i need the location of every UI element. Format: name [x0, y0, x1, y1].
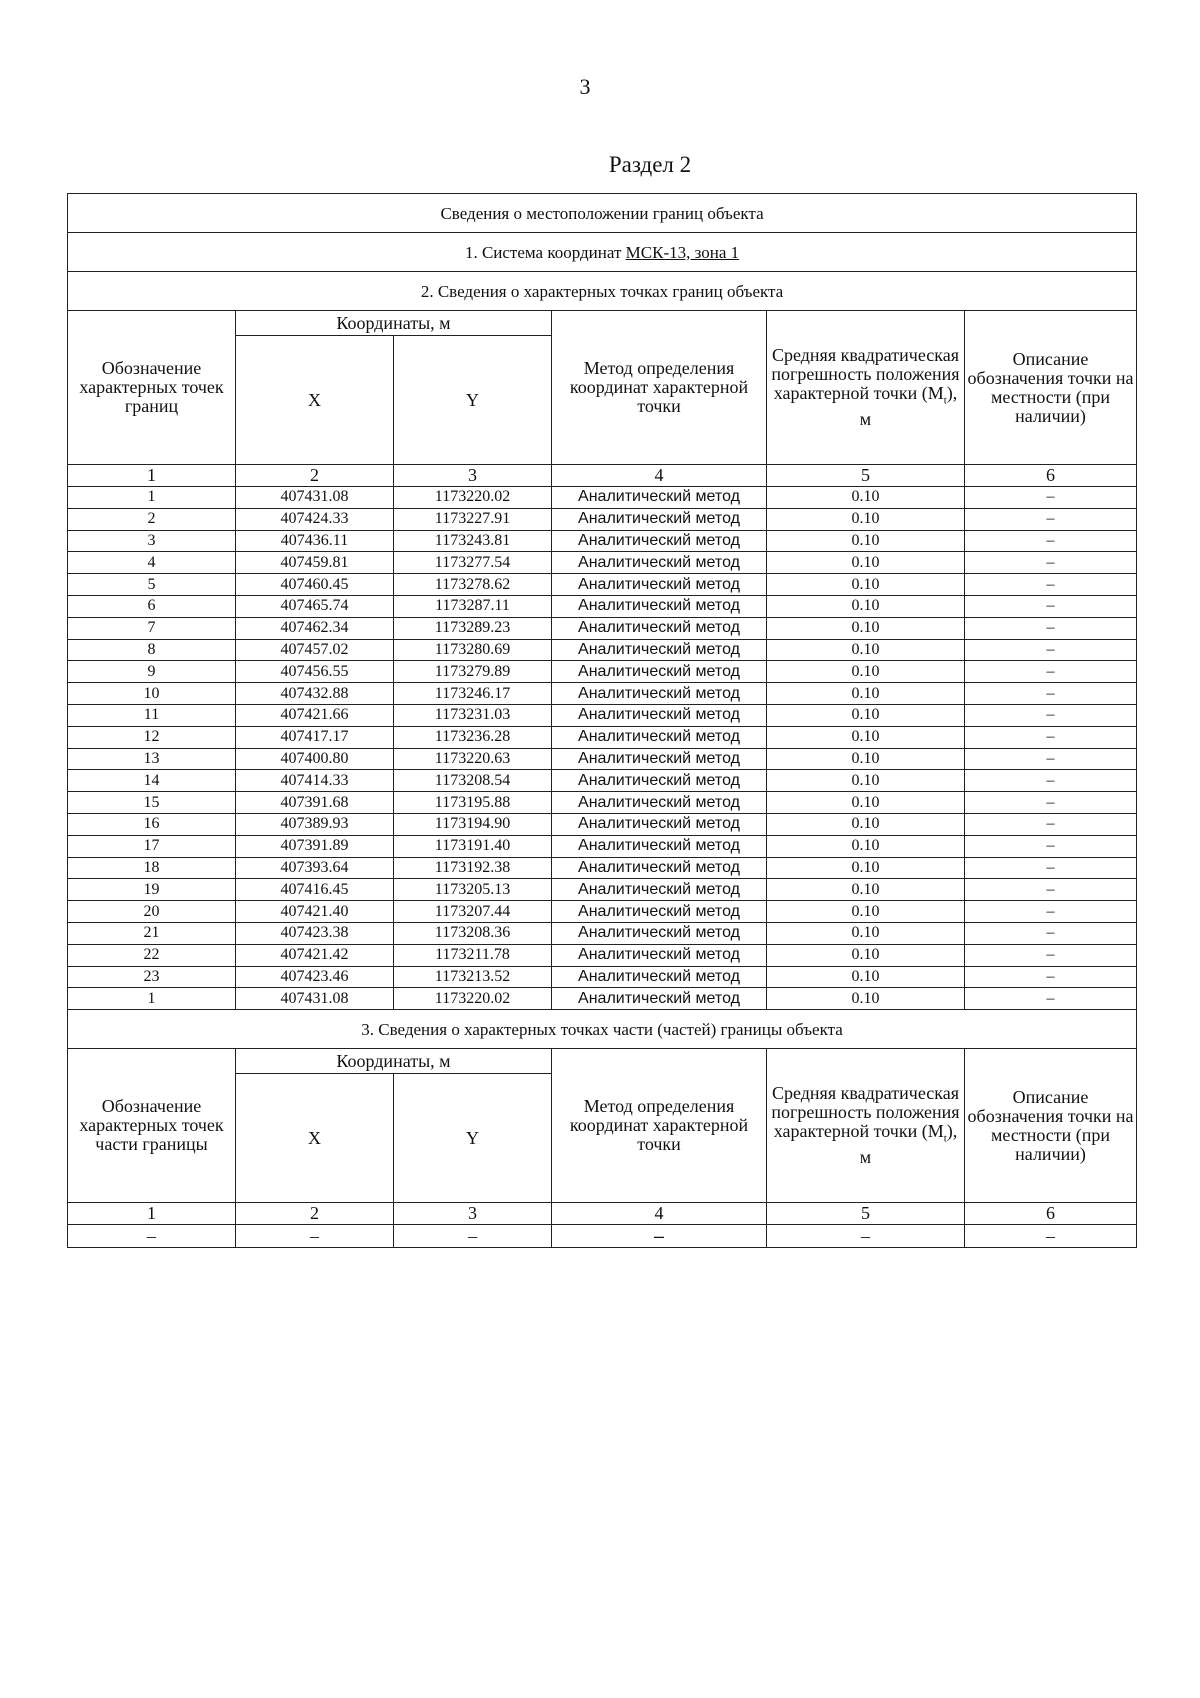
description-cell: –: [965, 487, 1137, 509]
coord-x: 407400.80: [236, 748, 394, 770]
coord-y: 1173278.62: [394, 574, 552, 596]
coord-x: 407460.45: [236, 574, 394, 596]
coord-y: 1173220.02: [394, 988, 552, 1010]
method-cell: Аналитический метод: [552, 879, 767, 901]
method-cell: Аналитический метод: [552, 639, 767, 661]
coord-x: 407432.88: [236, 683, 394, 705]
description-cell: –: [965, 552, 1137, 574]
method-cell: Аналитический метод: [552, 813, 767, 835]
coord-x: 407459.81: [236, 552, 394, 574]
method-cell: Аналитический метод: [552, 792, 767, 814]
table-row: [68, 813, 1137, 835]
point-number: 21: [68, 922, 236, 944]
table-row: [68, 835, 1137, 857]
coord-y: 1173211.78: [394, 944, 552, 966]
method-cell: Аналитический метод: [552, 574, 767, 596]
coord-y: 1173246.17: [394, 683, 552, 705]
error-cell: –: [767, 1225, 965, 1248]
description-cell: –: [965, 879, 1137, 901]
table-row: [68, 770, 1137, 792]
error-cell: 0.10: [767, 966, 965, 988]
coord-x: 407423.46: [236, 966, 394, 988]
column-number: 3: [394, 465, 552, 487]
method-cell: Аналитический метод: [552, 988, 767, 1010]
method-cell: Аналитический метод: [552, 530, 767, 552]
error-cell: 0.10: [767, 683, 965, 705]
method-cell: Аналитический метод: [552, 901, 767, 923]
table-row: [68, 857, 1137, 879]
description-cell: –: [965, 748, 1137, 770]
section2-title: 2. Сведения о характерных точках границ объекта: [68, 272, 1137, 311]
description-cell: –: [965, 770, 1137, 792]
header-y-part: Y: [394, 1074, 552, 1203]
coord-y: 1173205.13: [394, 879, 552, 901]
point-number: 23: [68, 966, 236, 988]
method-cell: Аналитический метод: [552, 770, 767, 792]
point-number: 13: [68, 748, 236, 770]
error-cell: 0.10: [767, 487, 965, 509]
description-cell: –: [965, 595, 1137, 617]
description-cell: –: [965, 726, 1137, 748]
table-row: [68, 574, 1137, 596]
column-number: 6: [965, 1203, 1137, 1225]
header-method: Метод определения координат характерной точки: [552, 311, 767, 465]
coord-y: 1173231.03: [394, 704, 552, 726]
error-cell: 0.10: [767, 530, 965, 552]
coord-x: 407431.08: [236, 487, 394, 509]
coord-y: 1173289.23: [394, 617, 552, 639]
column-numbers-row: [68, 465, 1137, 487]
coord-x: 407423.38: [236, 922, 394, 944]
coord-x: 407421.42: [236, 944, 394, 966]
header-error-tail: ), м: [859, 1120, 958, 1168]
error-cell: 0.10: [767, 574, 965, 596]
coord-y: 1173208.36: [394, 922, 552, 944]
coord-x: 407421.66: [236, 704, 394, 726]
error-cell: 0.10: [767, 988, 965, 1010]
table-row: [68, 944, 1137, 966]
column-number: 3: [394, 1203, 552, 1225]
coord-x: 407424.33: [236, 508, 394, 530]
coord-y: 1173280.69: [394, 639, 552, 661]
error-cell: 0.10: [767, 595, 965, 617]
coord-y: 1173243.81: [394, 530, 552, 552]
description-cell: –: [965, 813, 1137, 835]
point-number: 14: [68, 770, 236, 792]
description-cell: –: [965, 988, 1137, 1010]
coord-x: 407431.08: [236, 988, 394, 1010]
header-error-tail: ), м: [859, 382, 958, 430]
section-title: Раздел 2: [608, 152, 692, 177]
error-cell: 0.10: [767, 552, 965, 574]
coord-y: 1173236.28: [394, 726, 552, 748]
error-cell: 0.10: [767, 901, 965, 923]
method-cell: Аналитический метод: [552, 966, 767, 988]
coord-system-row: [68, 233, 1137, 272]
coord-x: 407417.17: [236, 726, 394, 748]
method-cell: Аналитический метод: [552, 704, 767, 726]
error-cell: 0.10: [767, 770, 965, 792]
point-number: 3: [68, 530, 236, 552]
description-cell: –: [965, 574, 1137, 596]
page-number: 3: [579, 74, 591, 99]
point-number: 10: [68, 683, 236, 705]
coord-system-value: МСК-13, зона 1: [625, 242, 740, 262]
point-number: 19: [68, 879, 236, 901]
description-cell: –: [965, 508, 1137, 530]
header-description: Описание обозначения точки на местности (при наличии): [965, 311, 1137, 465]
error-cell: 0.10: [767, 508, 965, 530]
point-number: 16: [68, 813, 236, 835]
coord-x: 407391.68: [236, 792, 394, 814]
header-x-part: X: [236, 1074, 394, 1203]
error-cell: 0.10: [767, 726, 965, 748]
description-cell: –: [965, 966, 1137, 988]
column-number: 1: [68, 1203, 236, 1225]
coord-x: 407393.64: [236, 857, 394, 879]
point-number: 11: [68, 704, 236, 726]
coord-y: 1173208.54: [394, 770, 552, 792]
header-error-main: Средняя квадратическая погрешность положения характерной точки (M: [771, 344, 960, 403]
point-number: 15: [68, 792, 236, 814]
table-row: [68, 530, 1137, 552]
header-x: X: [236, 336, 394, 465]
coord-y: 1173220.63: [394, 748, 552, 770]
description-cell: –: [965, 661, 1137, 683]
point-number: 18: [68, 857, 236, 879]
column-numbers-row-part: [68, 1203, 1137, 1225]
column-number: 5: [767, 465, 965, 487]
header-designation-part: Обозначение характерных точек части границы: [68, 1049, 236, 1203]
header-error-part: [767, 1049, 965, 1203]
method-cell: Аналитический метод: [552, 595, 767, 617]
header-error-main: Средняя квадратическая погрешность положения характерной точки (M: [771, 1082, 960, 1141]
section3-title: 3. Сведения о характерных точках части (частей) границы объекта: [68, 1010, 1137, 1049]
header-description-part: Описание обозначения точки на местности (при наличии): [965, 1049, 1137, 1203]
error-cell: 0.10: [767, 857, 965, 879]
point-number: 7: [68, 617, 236, 639]
point-number: 2: [68, 508, 236, 530]
coord-y: 1173220.02: [394, 487, 552, 509]
coord-system-label: 1. Система координат: [464, 242, 626, 262]
point-number: 1: [68, 988, 236, 1010]
column-number: 1: [68, 465, 236, 487]
method-cell: Аналитический метод: [552, 487, 767, 509]
description-cell: –: [965, 1225, 1137, 1248]
coord-x: 407389.93: [236, 813, 394, 835]
error-cell: 0.10: [767, 639, 965, 661]
description-cell: –: [965, 857, 1137, 879]
coord-x: 407462.34: [236, 617, 394, 639]
description-cell: –: [965, 792, 1137, 814]
coord-x: –: [236, 1225, 394, 1248]
table-row: [68, 901, 1137, 923]
method-cell: Аналитический метод: [552, 922, 767, 944]
coord-y: 1173195.88: [394, 792, 552, 814]
header-error-sub: t: [943, 394, 947, 407]
coord-y: 1173192.38: [394, 857, 552, 879]
column-number: 5: [767, 1203, 965, 1225]
table-row: [68, 704, 1137, 726]
coord-x: 407436.11: [236, 530, 394, 552]
method-cell: Аналитический метод: [552, 661, 767, 683]
coord-y: 1173279.89: [394, 661, 552, 683]
coord-x: 407465.74: [236, 595, 394, 617]
description-cell: –: [965, 944, 1137, 966]
point-number: 5: [68, 574, 236, 596]
header-coordinates-part: Координаты, м: [236, 1049, 552, 1074]
table-row: [68, 639, 1137, 661]
table-row: [68, 922, 1137, 944]
error-cell: 0.10: [767, 879, 965, 901]
table-row: [68, 988, 1137, 1010]
table-row: [68, 748, 1137, 770]
method-cell: Аналитический метод: [552, 617, 767, 639]
coord-y: 1173277.54: [394, 552, 552, 574]
point-number: 20: [68, 901, 236, 923]
coord-x: 407456.55: [236, 661, 394, 683]
method-cell: Аналитический метод: [552, 552, 767, 574]
table-row: [68, 966, 1137, 988]
description-cell: –: [965, 617, 1137, 639]
coord-y: 1173287.11: [394, 595, 552, 617]
point-number: 22: [68, 944, 236, 966]
table-title: Сведения о местоположении границ объекта: [68, 194, 1137, 233]
point-number: 17: [68, 835, 236, 857]
coord-y: 1173191.40: [394, 835, 552, 857]
coord-x: 407421.40: [236, 901, 394, 923]
table-row: [68, 661, 1137, 683]
error-cell: 0.10: [767, 835, 965, 857]
description-cell: –: [965, 683, 1137, 705]
column-number: 4: [552, 465, 767, 487]
coord-y: 1173213.52: [394, 966, 552, 988]
column-number: 2: [236, 1203, 394, 1225]
header-error: [767, 311, 965, 465]
method-cell: –: [552, 1225, 767, 1248]
point-number: –: [68, 1225, 236, 1248]
header-coordinates: Координаты, м: [236, 311, 552, 336]
column-number: 6: [965, 465, 1137, 487]
error-cell: 0.10: [767, 944, 965, 966]
coord-x: 407416.45: [236, 879, 394, 901]
column-number: 4: [552, 1203, 767, 1225]
description-cell: –: [965, 922, 1137, 944]
description-cell: –: [965, 901, 1137, 923]
description-cell: –: [965, 835, 1137, 857]
point-number: 4: [68, 552, 236, 574]
coord-x: 407457.02: [236, 639, 394, 661]
coord-y: –: [394, 1225, 552, 1248]
error-cell: 0.10: [767, 813, 965, 835]
coord-y: 1173227.91: [394, 508, 552, 530]
error-cell: 0.10: [767, 748, 965, 770]
header-error-sub: t: [943, 1132, 947, 1145]
table-row: [68, 792, 1137, 814]
method-cell: Аналитический метод: [552, 726, 767, 748]
coord-x: 407414.33: [236, 770, 394, 792]
error-cell: 0.10: [767, 792, 965, 814]
boundary-table: [67, 193, 1137, 1248]
description-cell: –: [965, 639, 1137, 661]
table-row: [68, 552, 1137, 574]
point-number: 9: [68, 661, 236, 683]
description-cell: –: [965, 530, 1137, 552]
coord-y: 1173207.44: [394, 901, 552, 923]
error-cell: 0.10: [767, 922, 965, 944]
method-cell: Аналитический метод: [552, 508, 767, 530]
point-number: 8: [68, 639, 236, 661]
table-row: [68, 683, 1137, 705]
point-number: 6: [68, 595, 236, 617]
description-cell: –: [965, 704, 1137, 726]
error-cell: 0.10: [767, 617, 965, 639]
header-y: Y: [394, 336, 552, 465]
method-cell: Аналитический метод: [552, 835, 767, 857]
table-row: [68, 879, 1137, 901]
part-table-row: [68, 1225, 1137, 1248]
header-designation: Обозначение характерных точек границ: [68, 311, 236, 465]
method-cell: Аналитический метод: [552, 683, 767, 705]
error-cell: 0.10: [767, 704, 965, 726]
table-row: [68, 726, 1137, 748]
table-row: [68, 487, 1137, 509]
error-cell: 0.10: [767, 661, 965, 683]
coord-y: 1173194.90: [394, 813, 552, 835]
column-number: 2: [236, 465, 394, 487]
header-method-part: Метод определения координат характерной точки: [552, 1049, 767, 1203]
method-cell: Аналитический метод: [552, 944, 767, 966]
point-number: 12: [68, 726, 236, 748]
table-row: [68, 595, 1137, 617]
point-number: 1: [68, 487, 236, 509]
method-cell: Аналитический метод: [552, 857, 767, 879]
table-row: [68, 617, 1137, 639]
table-row: [68, 508, 1137, 530]
method-cell: Аналитический метод: [552, 748, 767, 770]
coord-x: 407391.89: [236, 835, 394, 857]
